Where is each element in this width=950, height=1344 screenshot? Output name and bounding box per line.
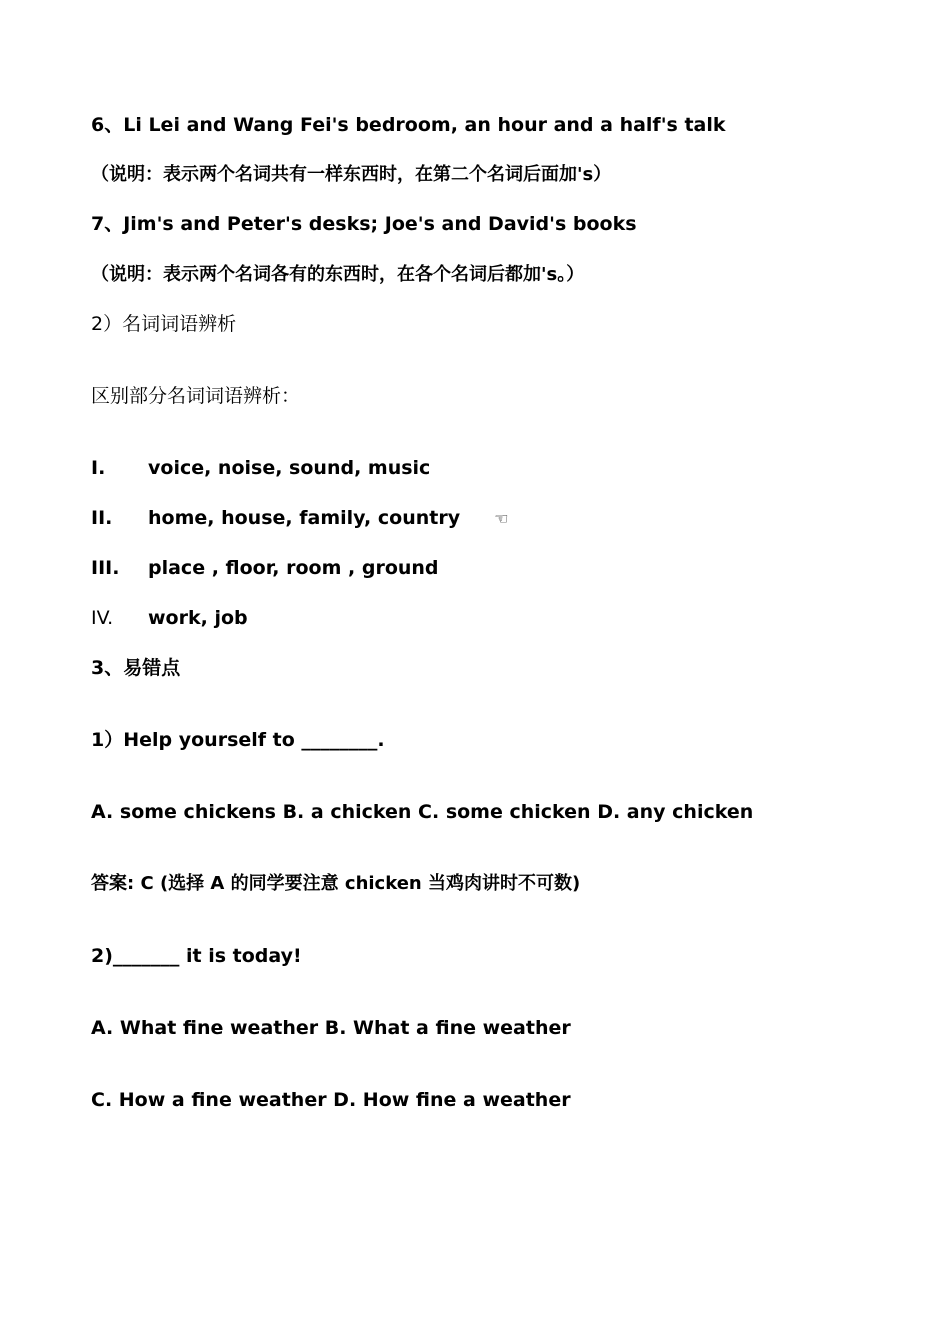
question-2: 2)_______ it is today! [91, 945, 302, 967]
answer-1: 答案: C (选择 A 的同学要注意 chicken 当鸡肉讲时不可数) [91, 873, 581, 894]
question-1: 1）Help yourself to ________. [91, 729, 385, 751]
section-2-heading: 2）名词词语辨析 [91, 313, 237, 335]
roman-item-1 [91, 456, 430, 480]
roman-text: voice, noise, sound, music [148, 457, 431, 479]
item-7: 7、Jim's and Peter's desks; Joe's and David's books [91, 213, 637, 235]
question-2-options-ab: A. What fine weather B. What a fine weather [91, 1017, 571, 1039]
section-3-heading: 3、易错点 [91, 657, 181, 679]
hand-pointer-icon: ☜ [494, 508, 509, 528]
question-2-options-cd: C. How a fine weather D. How fine a weather [91, 1089, 571, 1111]
roman-number: IV. [91, 607, 114, 629]
roman-number: III. [91, 557, 120, 579]
roman-item-2 [91, 506, 508, 531]
intro-text: 区别部分名词词语辨析： [91, 385, 301, 407]
roman-text: place , floor, room , ground [148, 557, 439, 579]
question-1-options: A. some chickens B. a chicken C. some chicken D. any chicken [91, 801, 754, 823]
roman-number: II. [91, 507, 113, 529]
roman-item-4 [91, 606, 248, 630]
item-6: 6、Li Lei and Wang Fei's bedroom, an hour and a half's talk [91, 114, 726, 136]
roman-number: I. [91, 457, 106, 479]
roman-text: work, job [148, 607, 248, 629]
roman-text: home, house, family, country [148, 507, 461, 529]
roman-item-3 [91, 556, 439, 580]
note-6: （说明：表示两个名词共有一样东西时，在第二个名词后面加's） [91, 164, 612, 185]
note-7: （说明：表示两个名词各有的东西时，在各个名词后都加's。） [91, 264, 585, 285]
